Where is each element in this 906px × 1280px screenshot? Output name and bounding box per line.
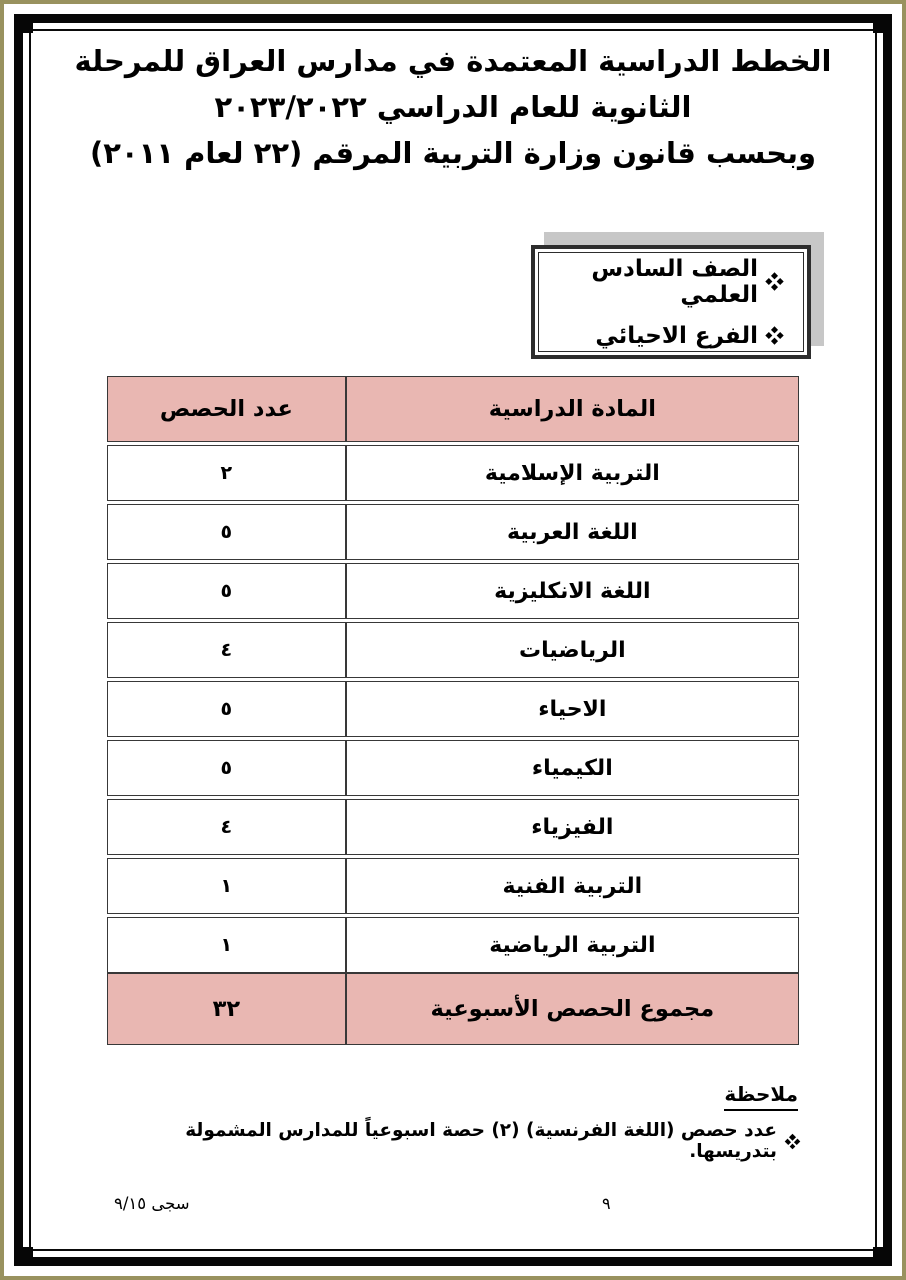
- count-cell: ٤: [220, 639, 233, 661]
- table-row: [107, 445, 799, 501]
- total-value-cell: ٣٢: [212, 996, 241, 1022]
- frame-corner-step: [19, 1247, 33, 1261]
- subject-cell: التربية الرياضية: [345, 918, 798, 972]
- subject-cell: التربية الفنية: [345, 859, 798, 913]
- footer-signature: سجى ٩/١٥: [114, 1194, 190, 1213]
- count-cell: ٤: [220, 816, 233, 838]
- class-grade-label: الصف السادس العلمي: [591, 255, 758, 308]
- subject-cell: اللغة العربية: [345, 505, 798, 559]
- table-row: [107, 622, 799, 678]
- table-header-subject: المادة الدراسية: [345, 377, 798, 441]
- frame-corner-step: [873, 1247, 887, 1261]
- count-cell: ٥: [220, 698, 233, 720]
- class-info-box-inner: [538, 252, 804, 352]
- count-cell: ١: [220, 934, 233, 956]
- note-text: عدد حصص (اللغة الفرنسية) (٢) حصة اسبوعياً للمدارس المشمولة بتدريسها.: [185, 1120, 777, 1162]
- count-cell: ٢: [220, 462, 233, 484]
- table-total-row: [107, 973, 799, 1045]
- table-header-count: عدد الحصص: [159, 396, 293, 422]
- document-title: [54, 38, 852, 176]
- table-row: [107, 858, 799, 914]
- class-info-box: [531, 245, 811, 359]
- count-cell: ٥: [220, 580, 233, 602]
- table-row: [107, 504, 799, 560]
- count-cell: ٥: [220, 521, 233, 543]
- subject-cell: الرياضيات: [345, 623, 798, 677]
- table-row: [107, 740, 799, 796]
- note-line: [138, 1120, 798, 1162]
- table-row: [107, 799, 799, 855]
- subject-cell: الكيمياء: [345, 741, 798, 795]
- subject-cell: الاحياء: [345, 682, 798, 736]
- count-cell: ٥: [220, 757, 233, 779]
- table-header-row: [107, 376, 799, 442]
- title-line-2: الثانوية للعام الدراسي ٢٠٢٣/٢٠٢٢: [214, 90, 692, 124]
- note-heading: ملاحظة: [724, 1082, 798, 1111]
- table-row: [107, 917, 799, 973]
- page-number: ٩: [602, 1194, 611, 1213]
- diamond-bullet-icon: [785, 1133, 801, 1149]
- diamond-bullet-icon: [765, 272, 783, 290]
- class-box-item-grade: [539, 256, 781, 308]
- title-line-3: وبحسب قانون وزارة التربية المرقم (٢٢ لعام ٢٠١١): [89, 136, 817, 170]
- total-label-cell: مجموع الحصص الأسبوعية: [345, 974, 798, 1044]
- subject-cell: الفيزياء: [345, 800, 798, 854]
- class-branch-label: الفرع الاحيائي: [595, 322, 758, 349]
- class-box-item-branch: [539, 323, 781, 349]
- diamond-bullet-icon: [765, 326, 783, 344]
- subject-cell: التربية الإسلامية: [345, 446, 798, 500]
- frame-corner-step: [19, 19, 33, 33]
- table-body: [107, 445, 799, 973]
- table-row: [107, 681, 799, 737]
- count-cell: ١: [220, 875, 233, 897]
- title-line-1: الخطط الدراسية المعتمدة في مدارس العراق للمرحلة: [74, 44, 832, 78]
- table-row: [107, 563, 799, 619]
- note-section: [138, 1082, 798, 1162]
- curriculum-table: [107, 376, 799, 1045]
- frame-corner-step: [873, 19, 887, 33]
- subject-cell: اللغة الانكليزية: [345, 564, 798, 618]
